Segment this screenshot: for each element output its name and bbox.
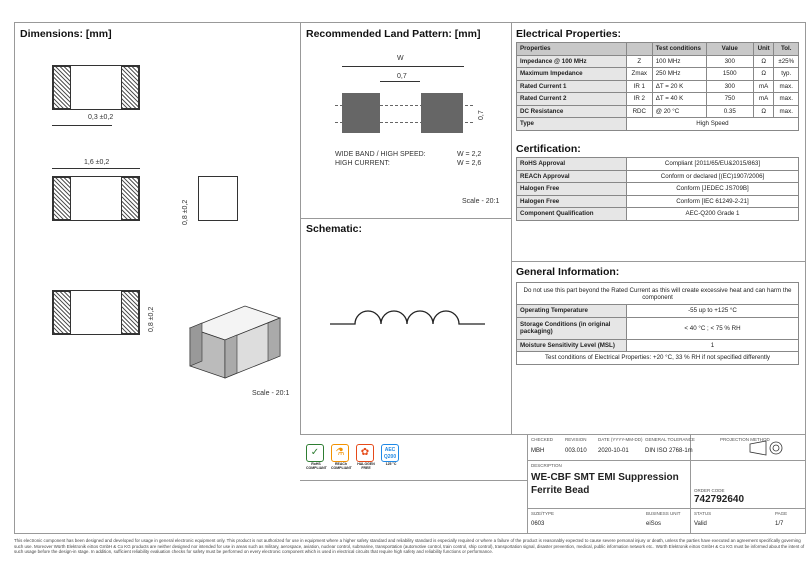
table-row: DC Resistance RDC @ 20 °C 0.35 Ω max.	[517, 105, 799, 118]
dimensions-scale: Scale - 20:1	[252, 390, 290, 397]
table-row: Test conditions of Electrical Properties: +20 °C, 33 % RH if not specified differently	[517, 352, 799, 365]
land-w-label: W	[397, 55, 404, 62]
certification-table	[516, 157, 799, 221]
land-gap-label: 0,7	[397, 73, 407, 80]
schematic-title: Schematic:	[306, 223, 363, 235]
status-value: Valid	[694, 521, 707, 527]
size-value: 0603	[531, 521, 545, 527]
table-row: Rated Current 1 IR 1 ΔT = 20 K 300 mA max.	[517, 80, 799, 93]
date-value: 2020-10-01	[598, 448, 629, 454]
table-row: Halogen Free Conform [JEDEC JS709B]	[517, 183, 799, 196]
reach-logo-icon: ⚗	[331, 444, 349, 462]
rohs-logo-icon: ✓	[306, 444, 324, 462]
table-row: Component Qualification AEC-Q200 Grade 1	[517, 208, 799, 221]
table-row: Storage Conditions (in original packaging) < 40 °C ; < 75 % RH	[517, 317, 799, 339]
divider-left	[300, 22, 301, 434]
inductor-symbol	[330, 300, 490, 330]
bu-value: eiSos	[646, 521, 662, 527]
divider-land-schematic	[300, 218, 511, 219]
end-view-drawing	[198, 176, 238, 221]
divider-general	[511, 261, 806, 262]
order-code: 742792640	[694, 494, 745, 505]
table-row: Halogen Free Conform [IEC 61249-2-21]	[517, 195, 799, 208]
table-row: Do not use this part beyond the Rated Current as this will create excessive heat and can harm the component	[517, 283, 799, 305]
top-view-drawing	[52, 65, 140, 110]
projection-icon	[748, 440, 788, 456]
divider-right	[511, 22, 512, 434]
checked-value: MBH	[531, 448, 545, 454]
3d-view-drawing	[185, 288, 295, 383]
table-row: Type High Speed	[517, 118, 799, 131]
land-pattern-title: Recommended Land Pattern: [mm]	[306, 28, 481, 40]
dim-length: 1,6 ±0,2	[84, 159, 110, 166]
description: WE-CBF SMT EMI Suppression Ferrite Bead	[531, 472, 679, 496]
land-notes: WIDE BAND / HIGH SPEED: HIGH CURRENT:	[335, 151, 426, 167]
land-pad-left	[342, 93, 380, 133]
front-view-drawing	[52, 290, 140, 335]
dim-height: 0,8 ±0,2	[148, 306, 155, 332]
disclaimer: This electronic component has been designed and developed for usage in general electronic equipment only. This product is not authorized for use in equipment where a higher safety standard and reliability standard is especially required or where a failure of the product is reasonably expected to cause severe personal injury or death, unless the parties have executed an agreement specifically governing such use. Moreover Würth Elektronik eiSos GmbH & Co KG products are neither designed nor intended for use in areas such as military, aerospace, aviation, nuclear control, submarine, transportation (automotive control, train control, ship control), transportation signal, disaster prevention, medical, public information network etc.. Würth Elektronik eiSos GmbH & Co KG must be informed about the intent of such usage before the design-in stage. In addition, sufficient reliability evaluation checks for safety must be performed on every electronic component which is used in electrical circuits that require high safety and reliability functions or performance.	[14, 538, 805, 554]
revision-value: 003.010	[565, 448, 587, 454]
dim-terminal: 0,3 ±0,2	[88, 114, 114, 121]
dimensions-title: Dimensions: [mm]	[20, 28, 112, 40]
table-row: Maximum Impedance Zmax 250 MHz 1500 Ω typ.	[517, 68, 799, 81]
cert-logos: ✓ RoHS COMPLIANT ⚗ REACh COMPLIANT ✿ HALOGEN FREE AEC Q200 125 °C	[306, 444, 401, 470]
side-view-drawing	[52, 176, 140, 221]
general-table	[516, 282, 799, 365]
halogen-logo-icon: ✿	[356, 444, 374, 462]
aec-logo-icon: AEC Q200	[381, 444, 399, 462]
electrical-title: Electrical Properties:	[516, 28, 622, 40]
tolerance-value: DIN ISO 2768-1m	[645, 448, 693, 454]
table-row: Rated Current 2 IR 2 ΔT = 40 K 750 mA max.	[517, 93, 799, 106]
electrical-table: Properties Test conditions Value Unit Tol. Impedance @ 100 MHz Z 100 MHz 300 Ω ±25% Maximum Impedance Zmax 250 MHz 1500 Ω typ. Rated Current 1 IR 1 ΔT = 20 K 300 mA max. Rated Current 2 IR 2 ΔT = 40 K 750 mA max. DC Resistance RDC @ 20 °C 0.35 Ω max. Type High Speed	[516, 42, 799, 131]
land-pad-right	[421, 93, 463, 133]
table-row: RoHS Approval Compliant [2011/65/EU&2015/863]	[517, 158, 799, 171]
table-row: Moisture Sensitivity Level (MSL) 1	[517, 339, 799, 352]
dim-width: 0,8 ±0,2	[182, 199, 189, 225]
general-title: General Information:	[516, 266, 620, 278]
land-notes-values: W = 2,2 W = 2,6	[457, 151, 482, 167]
table-row: Operating Temperature -55 up to +125 °C	[517, 305, 799, 318]
certification-title: Certification:	[516, 143, 581, 155]
table-row: Impedance @ 100 MHz Z 100 MHz 300 Ω ±25%	[517, 55, 799, 68]
table-row: REACh Approval Conform or declared [(EC)1907/2006]	[517, 170, 799, 183]
land-height-label: 0,7	[478, 110, 485, 120]
page-value: 1/7	[775, 521, 784, 527]
land-scale: Scale - 20:1	[462, 198, 500, 205]
